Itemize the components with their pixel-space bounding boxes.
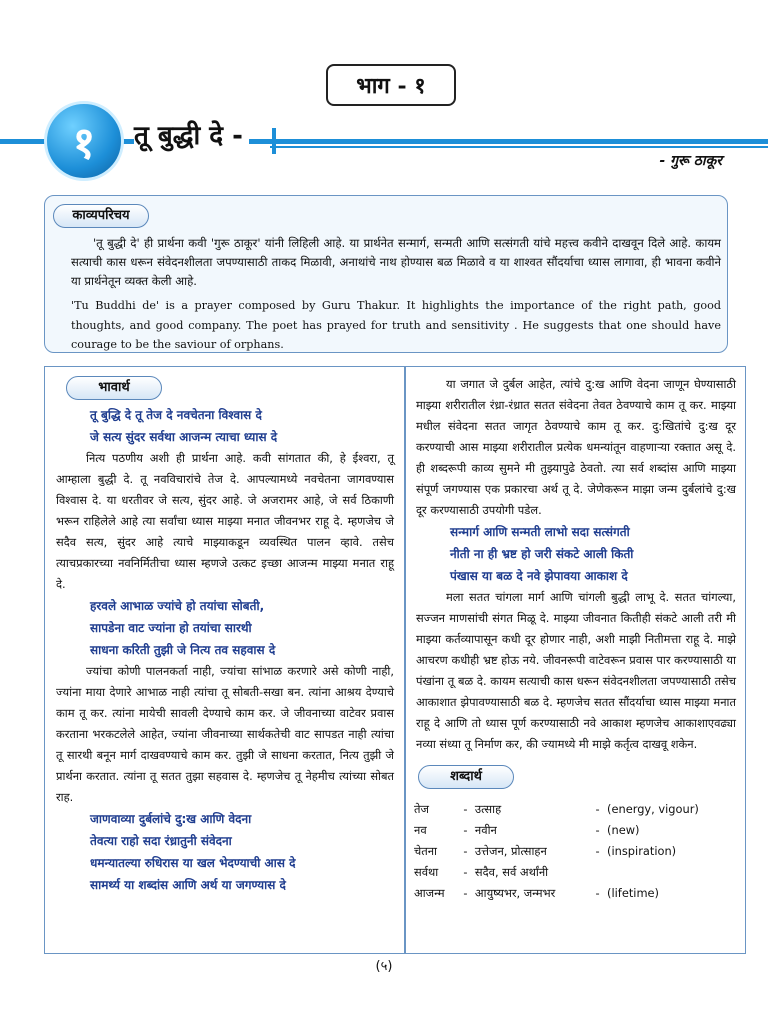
explanation-paragraph: मला सतत चांगला मार्ग आणि चांगली बुद्धी लाभू दे. सतत चांगल्या, सज्जन माणसांची संगत मिळू दे. माझ्या जीवनात कितीही संकटे आली तरी मी माझ्या कर्तव्यापासून कधी दूर होणार नाही, अशी माझी नितीमत्ता राहू दे. माझे आचरण कधीही भ्रष्ट होऊ नये. जीवनरूपी वाटेवरून प्रवास पार करण्यासाठी या पंखांना तू बळ दे. कायम सत्याची कास धरून संवेदनशीलता जपण्यासाठी तसेच आकाशात झेपावण्यासाठी बळ दे. म्हणजेच सतत सौंदर्याचा ध्यास माझ्या मनात राहू दे आणि तो ध्यास पूर्ण करण्यासाठी नवे आकाश म्हणजेच आकाशाएवढ्या नव्या संध्या तू निर्माण कर, की ज्यामध्ये मी माझे कर्तृत्व दाखवू शकेन. [416,590,736,751]
bhavarth-label: भावार्थ [66,376,162,400]
glossary-dash: - [463,865,468,879]
glossary-dash: - [463,886,468,900]
part-label: भाग - १ [326,64,456,106]
verse-line: पंखास या बळ दे नवे झेपावया आकाश दे [450,569,628,583]
glossary-dash: - [595,844,600,858]
glossary-meaning: आयुष्यभर, जन्मभर [474,886,556,900]
glossary-dash [593,862,605,883]
explanation-paragraph: ज्यांचा कोणी पालनकर्ता नाही, ज्यांचा सांभाळ करणारे असे कोणी नाही, ज्यांना माया देणारे आभाळ नाही त्यांचा तू सोबती-सखा बन. त्यांना आश्रय देण्याचे काम तू कर. त्यांना मायेची सावली देण्याचे काम कर. जे जीवनाच्या वाटेवर प्रवास करताना भरकटलेले आहेत, ज्यांना जीवनाच्या सार्थकतेची वाट सापडत नाही त्यांचा तू सारथी बनून मार्ग दाखवण्याचे काम कर. तुझी जे साधना करतात, नित्य तुझी जे प्रार्थना करतात. त्यांना तू सतत तुझा सहवास दे. म्हणजेच तू नेहमीच त्यांच्या सोबत राह. [56,664,394,804]
glossary-row [412,820,742,841]
right-column [416,374,736,904]
verse-line: नीती ना ही भ्रष्ट हो जरी संकटे आली किती [450,547,634,561]
intro-box [44,195,728,353]
column-divider [404,366,406,954]
left-column [56,374,394,896]
verse-line: जाणवाव्या दुर्बलांचे दु:ख आणि वेदना [90,812,252,826]
verse-line: सापडेना वाट ज्यांना हो तयांचा सारथी [90,621,252,635]
glossary-english: (new) [607,823,640,837]
glossary-meaning: नवीन [474,823,497,837]
poet-name: - गुरू ठाकूर [659,153,722,169]
lesson-number-badge: १ [44,101,124,181]
glossary-english: (lifetime) [607,886,660,900]
glossary-label: शब्दार्थ [418,765,514,789]
verse-line: धमन्यातल्या रुधिरास या खल भेदण्याची आस दे [90,856,296,870]
poem-title: तू बुद्धी दे - [134,116,249,152]
glossary-dash: - [463,802,468,816]
glossary-word: सर्वथा [414,865,439,879]
glossary-row [412,841,742,862]
intro-english: 'Tu Buddhi de' is a prayer composed by Guru Thakur. It highlights the importance of the right path, good thoughts, and good company. The poet has prayed for truth and sensitivity . He suggests that one should have courage to be the saviour of orphans. [71,299,721,351]
glossary-meaning: सदैव, सर्व अर्थांनी [474,865,549,879]
glossary-dash: - [595,886,600,900]
glossary-word: चेतना [414,844,437,858]
title-rule-tick [272,128,276,154]
verse-line: सन्मार्ग आणि सन्मती लाभो सदा सत्संगती [450,525,630,539]
glossary-dash: - [463,844,468,858]
glossary-word: आजन्म [414,886,445,900]
verse-line: साधना करिती तुझी जे नित्य तव सहवास दे [90,643,276,657]
glossary-english [605,862,742,883]
glossary-dash: - [595,802,600,816]
glossary-meaning: उत्तेजन, प्रोत्साहन [474,844,547,858]
verse-line: जे सत्य सुंदर सर्वथा आजन्म त्याचा ध्यास दे [90,430,278,444]
page-number: (५) [375,959,393,974]
glossary-table [412,799,742,904]
verse-line: हरवले आभाळ ज्यांचे हो तयांचा सोबती, [90,599,265,613]
intro-marathi: 'तू बुद्धी दे' ही प्रार्थना कवी 'गुरू ठाकूर' यांनी लिहिली आहे. या प्रार्थनेत सन्मार्ग, सन्मती आणि सत्संगती यांचे महत्त्व कवीने दाखवून दिले आहे. कायम सत्याची कास धरून संवेदनशीलता जपण्यासाठी ताकद मिळावी, अनाथांचे नाथ होण्यास बळ मिळावे व या शाश्वत सौंदर्याचा ध्यास लागावा, ही भावना कवीने या प्रार्थनेतून व्यक्त केली आहे. [71,236,721,288]
glossary-english: (energy, vigour) [607,802,699,816]
glossary-word: नव [414,823,427,837]
verse-line: तू बुद्धि दे तू तेज दे नवचेतना विश्वास दे [90,408,262,422]
glossary-row [412,862,742,883]
verse-line: सामर्थ्य या शब्दांस आणि अर्थ या जगण्यास दे [90,878,286,892]
glossary-dash: - [595,823,600,837]
glossary-word: तेज [414,802,429,816]
intro-label: काव्यपरिचय [53,204,149,228]
glossary-row [412,883,742,904]
glossary-dash: - [463,823,468,837]
glossary-row [412,799,742,820]
glossary-meaning: उत्साह [474,802,502,816]
title-rule-thin [270,146,768,148]
verse-line: तेवत्या राहो सदा रंध्रातुनी संवेदना [90,834,232,848]
glossary-english: (inspiration) [607,844,677,858]
explanation-paragraph: नित्य पठणीय अशी ही प्रार्थना आहे. कवी सांगतात की, हे ईश्वरा, तू आम्हाला बुद्धी दे. तू नवविचारांचे तेज दे. आपल्यामध्ये नवचेतना जागवण्यास विश्वास दे. या धरतीवर जे सत्य, सुंदर आहे. जे अजरामर आहे, जे सर्व ठिकाणी भरून राहिलेले आहे त्या सर्वांचा ध्यास माझ्या मनात जीवनभर राहू दे. म्हणजेच जे सदैव सत्य, सुंदर आहे त्याचे माझ्याकडून व्यवस्थित पालन व्हावे. तसेच त्याचप्रकारच्या नवनिर्मितीचा ध्यास म्हणजे उत्कट इच्छा आजन्म माझ्या मनात राहू दे. [56,451,394,591]
explanation-paragraph: या जगात जे दुर्बल आहेत, त्यांचे दु:ख आणि वेदना जाणून घेण्यासाठी माझ्या शरीरातील रंध्रा-रंध्रात सतत संवेदना तेवत ठेवण्याचे काम तू कर. माझ्या मधील संवेदना सतत जागृत ठेवण्याचे काम तू कर. दु:खितांचे दु:ख दूर करण्याची आस माझ्या शरीरातील प्रत्येक धमन्यांतून वाहणाऱ्या रक्तात असू दे. ही शब्दरूपी काव्य सुमने मी तुझ्यापुढे ठेवतो. त्या सर्व शब्दांस आणि माझ्या संपूर्ण जगण्यास एक प्रकारचा अर्थ तू दे. जेणेकरून माझा जन्म दुर्बलांचे दु:ख दूर करण्यासाठी उपयोगी पडेल. [416,377,736,517]
